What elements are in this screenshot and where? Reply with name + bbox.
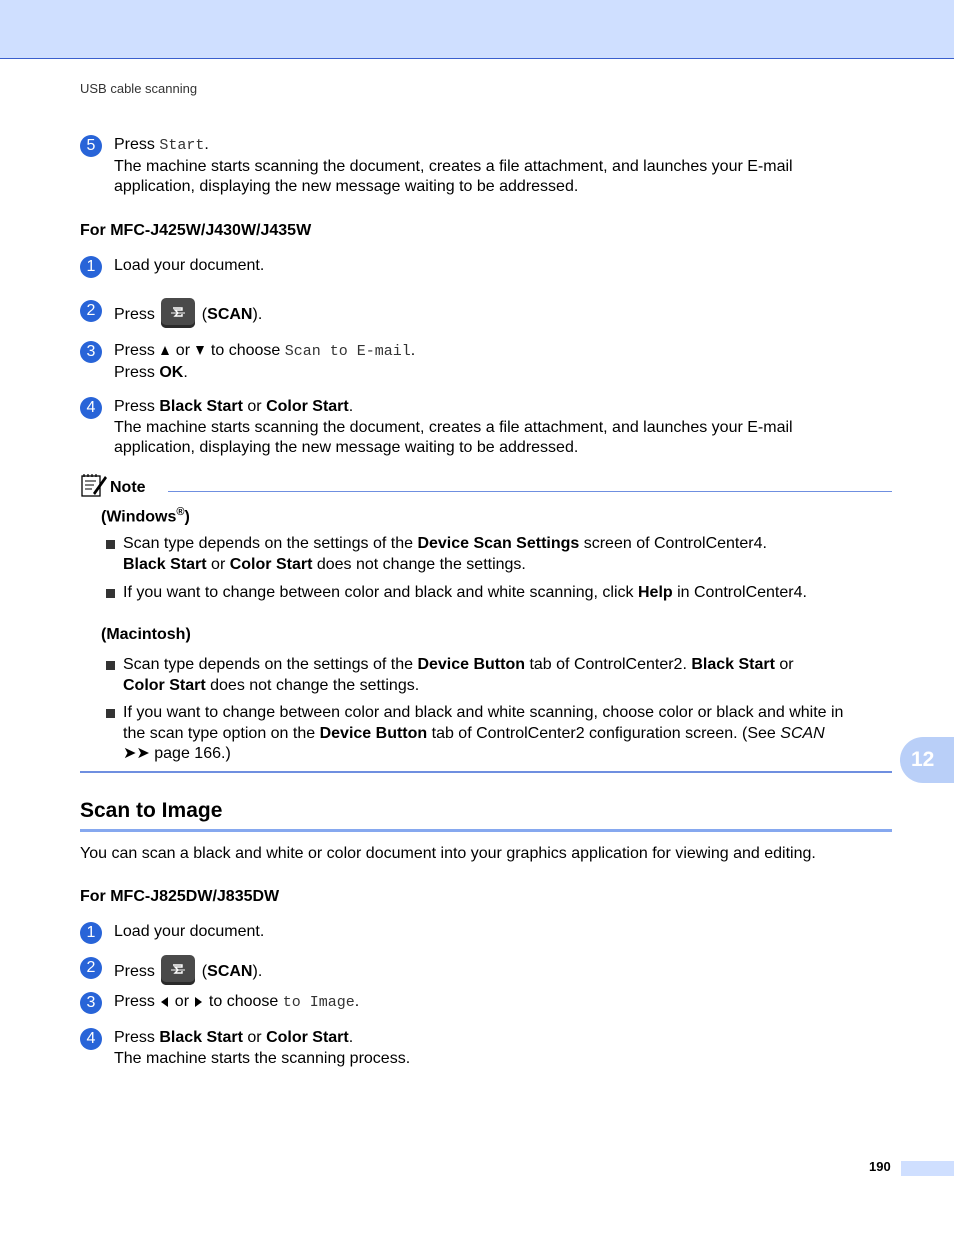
chapter-tab: 12	[900, 737, 954, 783]
lcd-to-image: to Image	[282, 994, 355, 1011]
right-arrow-icon	[195, 997, 202, 1007]
left-arrow-icon	[161, 997, 168, 1007]
page-number-bar	[901, 1161, 954, 1176]
step-5-body: Press Start. The machine starts scanning the document, creates a file attachment, and launches your E-mail application, displaying the new message waiting to be addressed.	[114, 136, 793, 195]
step-number-a2: 2	[80, 300, 102, 322]
page-number: 190	[869, 1159, 891, 1174]
bullet-square-icon	[106, 589, 115, 598]
model-heading-a: For MFC-J425W/J430W/J435W	[80, 222, 312, 239]
section-rule	[80, 829, 892, 832]
step-number-b1: 1	[80, 922, 102, 944]
lcd-scan-to-email: Scan to E-mail	[284, 343, 411, 360]
bullet-square-icon	[106, 709, 115, 718]
section-intro: You can scan a black and white or color document into your graphics application for viewing and editing.	[80, 845, 816, 862]
down-arrow-icon	[196, 346, 204, 355]
step-number-b4: 4	[80, 1028, 102, 1050]
macintosh-heading: (Macintosh)	[101, 626, 191, 643]
step-number-a1: 1	[80, 256, 102, 278]
step-number-5: 5	[80, 135, 102, 157]
crossref-arrows-icon: ➤➤	[123, 745, 150, 762]
running-head: USB cable scanning	[80, 81, 198, 96]
step-number-b2: 2	[80, 957, 102, 979]
step-number-a4: 4	[80, 397, 102, 419]
note-bottom-rule	[80, 771, 892, 773]
model-heading-b: For MFC-J825DW/J835DW	[80, 888, 280, 905]
step-number-b3: 3	[80, 992, 102, 1014]
header-band	[0, 0, 954, 59]
section-title: Scan to Image	[80, 799, 223, 822]
scan-key-icon	[161, 298, 195, 328]
windows-heading: (Windows®)	[101, 506, 190, 526]
bullet-square-icon	[106, 661, 115, 670]
bullet-square-icon	[106, 540, 115, 549]
step-number-a3: 3	[80, 341, 102, 363]
lcd-start: Start	[159, 137, 205, 154]
note-top-rule	[168, 491, 892, 492]
up-arrow-icon	[161, 346, 169, 355]
note-pad-icon	[80, 472, 108, 498]
scan-crossref-link[interactable]: SCAN	[780, 724, 825, 742]
note-label: Note	[110, 479, 146, 496]
scan-key-icon	[161, 955, 195, 985]
